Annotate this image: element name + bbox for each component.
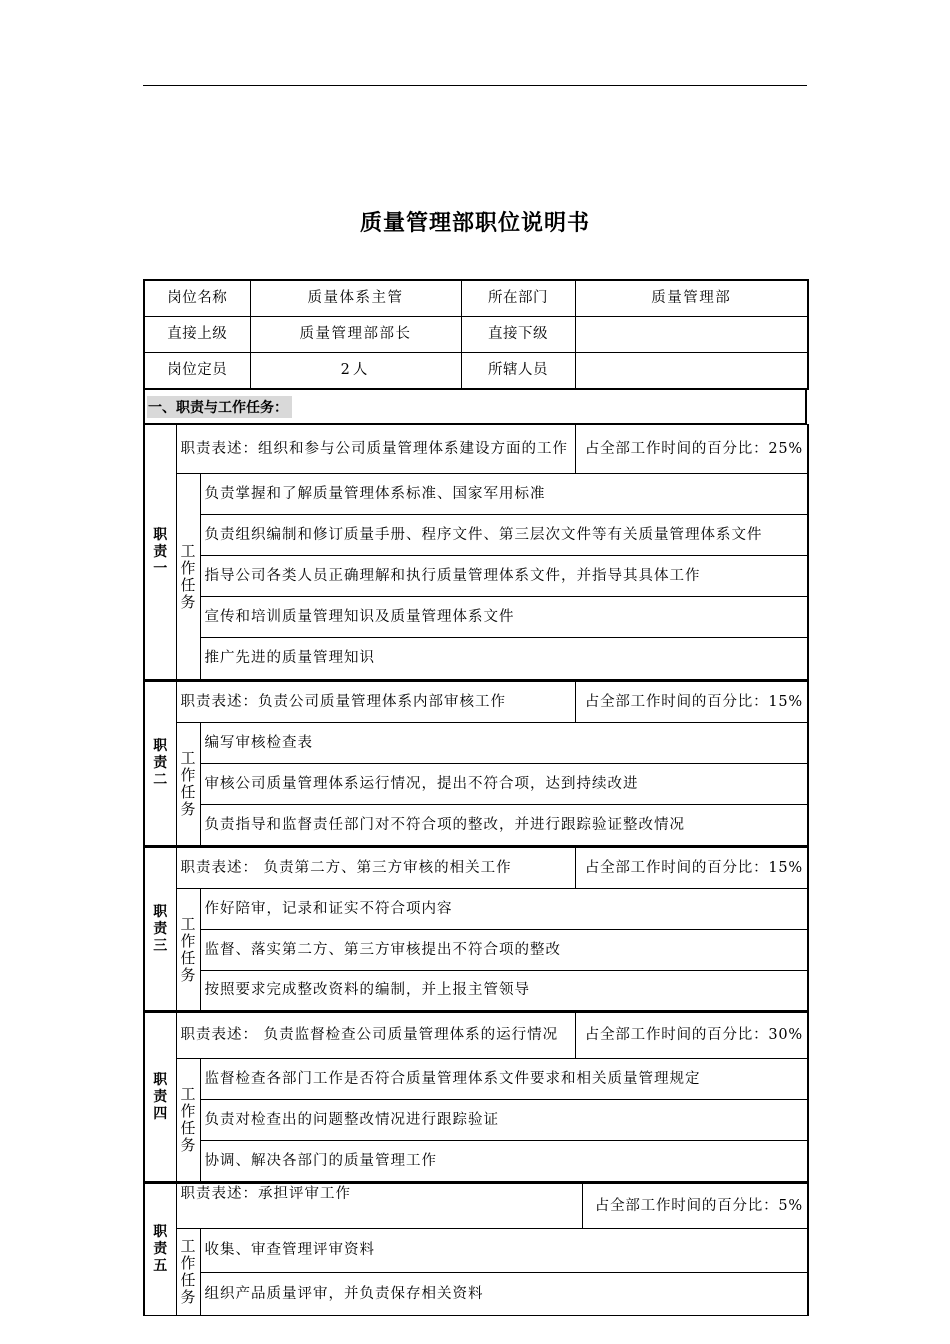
task-row [144,889,808,930]
headcount-label: 岗位定员 [144,353,250,390]
task-label [176,723,200,846]
task-label-char: 作 [180,1254,196,1272]
position-name-value: 质量体系主管 [250,280,461,317]
superior-label: 直接上级 [144,317,250,353]
duty-block [143,846,809,1011]
task-label-char: 任 [180,948,196,967]
task-label-char: 工 [180,1085,196,1103]
task-row [144,805,808,846]
task-row [144,1229,808,1273]
task-row [144,1141,808,1182]
department-label: 所在部门 [461,280,575,317]
task-label-char: 务 [180,800,196,818]
page-title: 质量管理部职位说明书 [359,211,590,236]
duty-label-char: 职 [153,738,168,754]
duty-time-percentage: 占全部工作时间的百分比：15% [575,847,808,889]
task-item: 作好陪审，记录和证实不符合项内容 [200,889,808,930]
duty-label-char: 职 [153,903,168,920]
duty-description-row [144,681,808,723]
jurisdiction-label: 所辖人员 [461,353,575,390]
task-label-char: 作 [180,766,196,784]
task-item: 组织产品质量评审，并负责保存相关资料 [200,1273,808,1316]
duty-description: 职责表述： 负责第二方、第三方审核的相关工作 [176,847,575,889]
duty-label-char: 五 [153,1258,168,1274]
task-label-char: 务 [180,965,196,984]
task-label-char: 任 [180,1271,196,1289]
task-item: 审核公司质量管理体系运行情况，提出不符合项，达到持续改进 [200,764,808,805]
task-label-char: 工 [180,541,196,560]
task-label-char: 工 [180,749,196,767]
task-label-char: 作 [180,558,196,577]
task-row [144,556,808,597]
duty-label-char: 二 [153,772,168,788]
duty-block [143,1011,809,1182]
basic-info-table [143,279,809,390]
task-row [144,971,808,1011]
duty-time-percentage: 占全部工作时间的百分比：5% [582,1183,808,1229]
task-item: 宣传和培训质量管理知识及质量管理体系文件 [200,597,808,638]
duty-time-percentage: 占全部工作时间的百分比：15% [575,681,808,723]
duty-block [143,1182,809,1316]
task-label-char: 作 [180,931,196,950]
position-name-label: 岗位名称 [144,280,250,317]
task-item: 按照要求完成整改资料的编制，并上报主管领导 [200,971,808,1011]
task-item: 监督检查各部门工作是否符合质量管理体系文件要求和相关质量管理规定 [200,1059,808,1100]
task-item: 负责对检查出的问题整改情况进行跟踪验证 [200,1100,808,1141]
task-label [176,1229,200,1316]
duty-label [144,425,176,680]
task-item: 负责组织编制和修订质量手册、程序文件、第三层次文件等有关质量管理体系文件 [200,515,808,556]
duty-label-char: 三 [153,937,168,954]
section-title: 一、职责与工作任务： [147,396,292,418]
task-label-char: 作 [180,1102,196,1120]
task-row [144,638,808,680]
headcount-value: 2人 [250,353,461,390]
duty-label [144,681,176,846]
duty-description: 职责表述：负责公司质量管理体系内部审核工作 [176,681,575,723]
task-row [144,597,808,638]
task-item: 监督、落实第二方、第三方审核提出不符合项的整改 [200,930,808,971]
duty-label-char: 职 [153,1071,168,1088]
duty-label-char: 责 [153,543,168,560]
task-label [176,1059,200,1182]
task-label-char: 务 [180,592,196,611]
duty-description: 职责表述：承担评审工作 [176,1183,582,1229]
task-label-char: 工 [180,1237,196,1255]
task-label [176,474,200,680]
duty-label-char: 责 [153,1241,168,1257]
info-row [144,317,808,353]
task-item: 指导公司各类人员正确理解和执行质量管理体系文件，并指导其具体工作 [200,556,808,597]
department-value: 质量管理部 [575,280,808,317]
duty-description-row [144,1012,808,1059]
duty-description: 职责表述：组织和参与公司质量管理体系建设方面的工作 [176,425,575,474]
task-row [144,723,808,764]
duty-label [144,1183,176,1316]
duty-label-char: 责 [153,755,168,771]
task-label [176,889,200,1011]
task-item: 推广先进的质量管理知识 [200,638,808,680]
task-item: 协调、解决各部门的质量管理工作 [200,1141,808,1182]
duty-label-char: 责 [153,1088,168,1105]
jurisdiction-value [575,353,808,390]
duty-label [144,847,176,1011]
duty-time-percentage: 占全部工作时间的百分比：30% [575,1012,808,1059]
info-row [144,353,808,390]
task-label-char: 务 [180,1288,196,1306]
task-item: 收集、审查管理评审资料 [200,1229,808,1273]
task-label-char: 任 [180,783,196,801]
superior-value: 质量管理部部长 [250,317,461,353]
task-row [144,474,808,515]
duty-description-row [144,1183,808,1229]
task-label-char: 任 [180,1119,196,1137]
duty-label-char: 职 [153,526,168,543]
duty-label-char: 职 [153,1224,168,1240]
duty-block [143,680,809,846]
duty-block [143,424,809,680]
task-row [144,1100,808,1141]
duty-label [144,1012,176,1182]
task-row [144,764,808,805]
duty-label-char: 四 [153,1105,168,1122]
task-item: 负责指导和监督责任部门对不符合项的整改，并进行跟踪验证整改情况 [200,805,808,846]
info-row [144,280,808,317]
task-row [144,515,808,556]
duty-label-char: 责 [153,920,168,937]
duty-label-char: 一 [153,560,168,577]
duty-time-percentage: 占全部工作时间的百分比：25% [575,425,808,474]
task-row [144,1059,808,1100]
section-header [143,390,807,424]
task-item: 编写审核检查表 [200,723,808,764]
duty-description: 职责表述： 负责监督检查公司质量管理体系的运行情况 [176,1012,575,1059]
duty-description-row [144,425,808,474]
task-row [144,1273,808,1316]
task-row [144,930,808,971]
task-label-char: 务 [180,1136,196,1154]
duties-container [143,424,807,1316]
task-label-char: 任 [180,575,196,594]
subordinate-value [575,317,808,353]
header-rule [143,85,807,86]
job-description-form [143,279,807,1316]
task-label-char: 工 [180,914,196,933]
task-item: 负责掌握和了解质量管理体系标准、国家军用标准 [200,474,808,515]
subordinate-label: 直接下级 [461,317,575,353]
duty-description-row [144,847,808,889]
